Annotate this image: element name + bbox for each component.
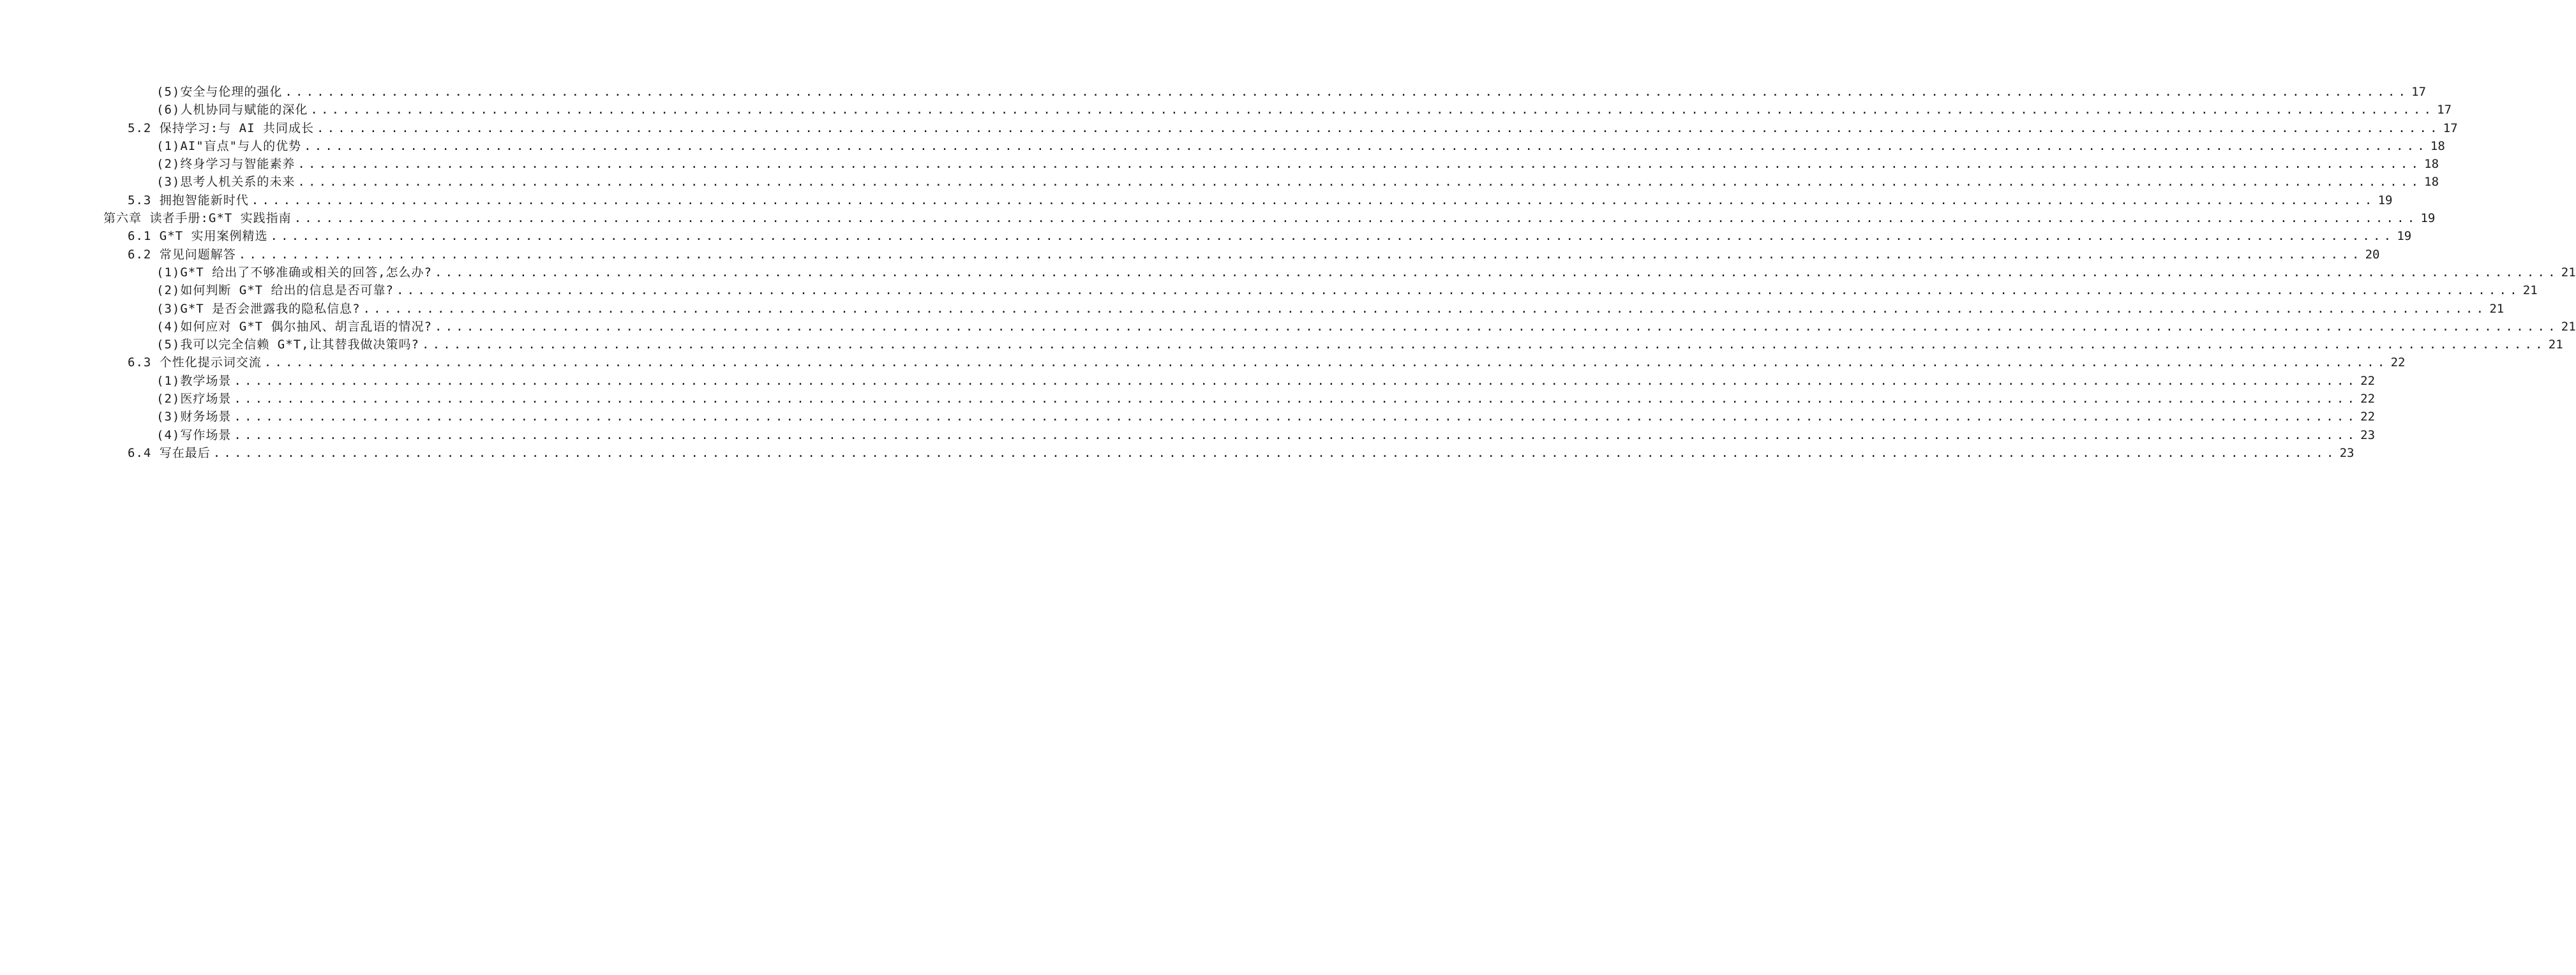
toc-entry-page: 20 <box>2365 247 2380 262</box>
toc-leader-dots: ........................................................................................................................................................................................................ <box>234 373 2358 388</box>
toc-entry-title: (4)写作场景 <box>156 428 232 442</box>
toc-entry-page: 18 <box>2424 157 2439 172</box>
toc-leader-dots: ........................................................................................................................................................................................................ <box>285 85 2409 99</box>
toc-entry-title: (6)人机协同与赋能的深化 <box>156 103 308 117</box>
toc-entry-page: 21 <box>2561 319 2576 334</box>
toc-leader-dots: ........................................................................................................................................................................................................ <box>234 428 2358 442</box>
toc-entry[interactable] <box>0 137 2445 155</box>
toc-entry[interactable] <box>0 173 2439 191</box>
toc-entry-title: 第六章 读者手册:G*T 实践指南 <box>103 211 292 226</box>
toc-entry-page: 17 <box>2411 85 2427 99</box>
toc-entry-title: (1)G*T 给出了不够准确或相关的回答,怎么办? <box>156 265 432 279</box>
toc-entry[interactable] <box>0 246 2380 264</box>
toc-leader-dots: ........................................................................................................................................................................................................ <box>251 193 2376 207</box>
toc-entry-page: 18 <box>2430 138 2445 153</box>
toc-entry-page: 21 <box>2522 283 2538 298</box>
toc-entry-title: (2)医疗场景 <box>156 392 232 406</box>
toc-leader-dots: ........................................................................................................................................................................................................ <box>434 319 2559 334</box>
toc-entry-title: 5.2 保持学习:与 AI 共同成长 <box>128 121 314 135</box>
toc-entry[interactable] <box>0 227 2412 245</box>
toc-entry-title: (1)教学场景 <box>156 373 232 388</box>
toc-entry-page: 21 <box>2548 338 2563 352</box>
toc-leader-dots: ........................................................................................................................................................................................................ <box>297 175 2422 190</box>
toc-entry-page: 19 <box>2420 211 2436 226</box>
toc-entry[interactable] <box>0 444 2355 462</box>
toc-leader-dots: ........................................................................................................................................................................................................ <box>297 157 2422 172</box>
toc-leader-dots: ........................................................................................................................................................................................................ <box>213 445 2337 460</box>
toc-entry-page: 22 <box>2390 355 2406 370</box>
toc-entry-title: (3)财务场景 <box>156 410 232 424</box>
toc-entry[interactable] <box>0 336 2563 354</box>
toc-entry-page: 17 <box>2443 121 2458 135</box>
toc-entry[interactable] <box>0 264 2576 281</box>
toc-entry[interactable] <box>0 155 2439 173</box>
toc-leader-dots: ........................................................................................................................................................................................................ <box>421 338 2546 352</box>
toc-entry-title: (2)如何判断 G*T 给出的信息是否可靠? <box>156 283 394 298</box>
toc-entry-page: 19 <box>2378 193 2393 207</box>
toc-entry-title: (5)我可以完全信赖 G*T,让其替我做决策吗? <box>156 338 419 352</box>
toc-entry-title: 6.2 常见问题解答 <box>128 247 236 262</box>
toc-entry-title: 6.3 个性化提示词交流 <box>128 355 262 370</box>
toc-entry[interactable] <box>0 101 2452 119</box>
toc-entry[interactable] <box>0 318 2576 336</box>
toc-entry[interactable] <box>0 281 2538 299</box>
toc-leader-dots: ........................................................................................................................................................................................................ <box>264 355 2388 370</box>
toc-entry[interactable] <box>0 191 2393 209</box>
toc-entry-title: (3)思考人机关系的未来 <box>156 175 296 190</box>
toc-leader-dots: ........................................................................................................................................................................................................ <box>316 121 2441 135</box>
toc-entry[interactable] <box>0 372 2376 390</box>
toc-leader-dots: ........................................................................................................................................................................................................ <box>396 283 2520 298</box>
toc-entry-page: 21 <box>2561 265 2576 279</box>
toc-leader-dots: ........................................................................................................................................................................................................ <box>234 410 2358 424</box>
table-of-contents <box>0 83 2576 462</box>
toc-entry[interactable] <box>0 390 2376 408</box>
toc-entry[interactable] <box>0 83 2427 101</box>
toc-entry-title: 6.4 写在最后 <box>128 445 211 460</box>
toc-entry[interactable] <box>0 408 2376 426</box>
toc-leader-dots: ........................................................................................................................................................................................................ <box>310 103 2435 117</box>
toc-leader-dots: ........................................................................................................................................................................................................ <box>238 247 2363 262</box>
toc-entry[interactable] <box>0 119 2458 137</box>
toc-entry-title: (3)G*T 是否会泄露我的隐私信息? <box>156 301 361 316</box>
toc-entry[interactable] <box>0 209 2436 227</box>
toc-entry-page: 18 <box>2424 175 2439 190</box>
toc-entry-page: 22 <box>2360 410 2376 424</box>
toc-entry-page: 21 <box>2489 301 2505 316</box>
toc-leader-dots: ........................................................................................................................................................................................................ <box>234 392 2358 406</box>
toc-entry[interactable] <box>0 354 2406 371</box>
toc-entry-page: 17 <box>2437 103 2452 117</box>
toc-leader-dots: ........................................................................................................................................................................................................ <box>304 138 2428 153</box>
toc-leader-dots: ........................................................................................................................................................................................................ <box>270 229 2395 244</box>
toc-leader-dots: ........................................................................................................................................................................................................ <box>294 211 2418 226</box>
toc-leader-dots: ........................................................................................................................................................................................................ <box>363 301 2487 316</box>
toc-entry[interactable] <box>0 426 2376 444</box>
toc-entry-page: 22 <box>2360 392 2376 406</box>
toc-entry-title: (4)如何应对 G*T 偶尔抽风、胡言乱语的情况? <box>156 319 432 334</box>
toc-entry-title: (2)终身学习与智能素养 <box>156 157 296 172</box>
toc-entry[interactable] <box>0 300 2505 318</box>
toc-entry-title: (5)安全与伦理的强化 <box>156 85 283 99</box>
toc-leader-dots: ........................................................................................................................................................................................................ <box>434 265 2559 279</box>
toc-entry-page: 23 <box>2360 428 2376 442</box>
toc-entry-title: 5.3 拥抱智能新时代 <box>128 193 249 207</box>
toc-entry-page: 22 <box>2360 373 2376 388</box>
toc-entry-page: 23 <box>2339 445 2355 460</box>
toc-entry-title: (1)AI"盲点"与人的优势 <box>156 138 302 153</box>
toc-entry-page: 19 <box>2397 229 2412 244</box>
toc-entry-title: 6.1 G*T 实用案例精选 <box>128 229 268 244</box>
